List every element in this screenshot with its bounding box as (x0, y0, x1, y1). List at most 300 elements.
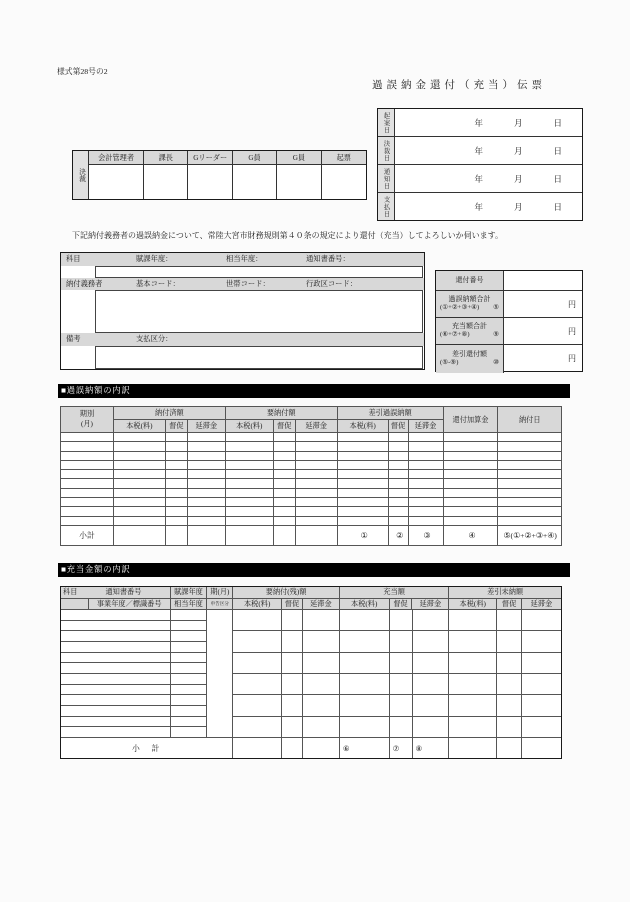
t1-empty-cell (61, 433, 114, 442)
t1-empty-cell (408, 442, 443, 451)
t1-empty-cell (443, 488, 498, 497)
t2-subheader-arrears: 延滞金 (530, 599, 553, 608)
t1-empty-cell (113, 525, 165, 545)
t2-year-column (171, 610, 208, 737)
t2-amount-column (522, 610, 561, 737)
form-title: 過誤納金還付（充当）伝票 (372, 80, 546, 91)
stamp-cell (188, 165, 232, 199)
t1-header-row1 (61, 407, 562, 420)
stamp-cell (89, 165, 144, 199)
date-row-label: 通知日 (378, 165, 395, 192)
t1-empty-cell (61, 507, 114, 516)
approval-stamp-row (89, 165, 366, 199)
t2-empty-cell (61, 706, 170, 717)
yen-unit: 円 (568, 299, 576, 309)
date-row-drafted (378, 109, 582, 137)
t1-subtotal-label: 小計 (61, 525, 114, 545)
t2-empty-cell (171, 674, 207, 685)
t2-empty-cell (303, 610, 339, 631)
t2-empty-cell (449, 738, 497, 758)
refund-number-row (436, 271, 582, 291)
yen-unit: 円 (568, 326, 576, 336)
t1-empty-cell (295, 470, 337, 479)
t2-empty-cell (303, 738, 340, 758)
date-row-approved (378, 137, 582, 165)
overpaid-total-row (436, 291, 582, 318)
approval-col-header: 会計管理者 (89, 151, 144, 164)
t2-appropriation-group-header: 充当額 (340, 587, 450, 598)
t2-empty-cell (340, 610, 389, 631)
date-value-cell (395, 109, 582, 136)
t1-empty-cell (337, 442, 388, 451)
t2-empty-cell (61, 695, 170, 706)
t1-subtotal-row (61, 525, 562, 545)
remarks-header-row (61, 333, 424, 346)
t1-empty-cell (337, 507, 388, 516)
t2-empty-cell (390, 653, 412, 674)
t2-mark-8: ⑧ (413, 738, 450, 758)
t2-empty-cell (171, 621, 207, 632)
t1-empty-cell (187, 498, 225, 507)
t2-empty-cell (390, 610, 412, 631)
day-unit: 日 (553, 201, 562, 212)
section-header-appropriation: ■充当金額の内訳 (58, 563, 570, 577)
t1-empty-cell (61, 488, 114, 497)
date-value-cell (395, 165, 582, 192)
t2-empty-cell (233, 610, 281, 631)
t2-empty-cell (340, 653, 389, 674)
t2-empty-cell (340, 631, 389, 652)
formula: (⑥+⑦+⑧) (440, 331, 470, 339)
t1-empty-cell (113, 479, 165, 488)
t1-empty-cell (165, 460, 187, 469)
t1-empty-cell (337, 433, 388, 442)
t2-empty-cell (171, 727, 207, 737)
section-header-overpayment: ■過誤納額の内訳 (58, 384, 570, 398)
t2-subheader-arrears: 延滞金 (303, 599, 340, 610)
date-value-cell (395, 137, 582, 164)
t1-empty-cell (165, 433, 187, 442)
t2-empty-cell (413, 717, 449, 737)
t2-amount-column (390, 610, 413, 737)
t1-entry-row (61, 451, 562, 460)
t1-empty-cell (408, 507, 443, 516)
t2-subtotal-label: 小 計 (61, 738, 233, 758)
t2-subject-column (61, 610, 171, 737)
t2-subheader-principal: 本税(料) (449, 599, 497, 610)
t2-header-row2 (61, 599, 561, 611)
t1-empty-cell (187, 488, 225, 497)
t2-subtotal-row (61, 737, 561, 758)
t2-amount-column (413, 610, 450, 737)
yen-unit: 円 (568, 354, 576, 364)
t1-empty-cell (295, 498, 337, 507)
t1-mark-4: ④ (443, 525, 498, 545)
t1-empty-cell (61, 516, 114, 525)
t1-empty-cell (408, 470, 443, 479)
circled-mark: ⑨ (493, 331, 499, 339)
t2-amount-column (233, 610, 282, 737)
notice-no-label: 通知書番号： (306, 254, 350, 264)
t1-empty-cell (295, 433, 337, 442)
t2-empty-cell (413, 653, 449, 674)
t2-empty-cell (282, 631, 302, 652)
t2-subheader-arrears: 延滞金 (412, 599, 449, 610)
t2-empty-cell (340, 695, 389, 716)
t2-empty-cell (497, 631, 521, 652)
t1-empty-cell (61, 470, 114, 479)
t2-empty-cell (61, 653, 170, 664)
t2-empty-cell (171, 695, 207, 706)
t1-empty-cell (113, 460, 165, 469)
t2-empty-cell (497, 610, 521, 631)
t1-empty-cell (187, 442, 225, 451)
t1-empty-cell (337, 479, 388, 488)
t2-unpaid-group-header: 差引未納額 (487, 588, 524, 597)
circled-mark: ⑤ (493, 304, 499, 312)
t2-empty-cell (233, 674, 281, 695)
t2-empty-cell (233, 631, 281, 652)
t2-empty-cell (522, 653, 561, 674)
t2-empty-header-cell (61, 599, 89, 610)
t1-empty-cell (61, 442, 114, 451)
t1-empty-cell (165, 442, 187, 451)
t1-empty-cell (187, 525, 225, 545)
t2-payable-group-header: 要納付(残)額 (233, 587, 340, 598)
t2-amount-column (497, 610, 522, 737)
t1-subheader-demand: 督促 (273, 420, 295, 433)
t1-empty-cell (187, 507, 225, 516)
approval-col-header: 起票 (336, 153, 351, 162)
t1-empty-cell (337, 488, 388, 497)
t1-empty-cell (443, 479, 498, 488)
day-unit: 日 (553, 145, 562, 156)
t2-empty-cell (497, 695, 521, 716)
t1-empty-cell (113, 442, 165, 451)
household-code-label: 世帯コード： (226, 278, 270, 288)
t1-empty-cell (498, 460, 562, 469)
t2-empty-cell (497, 653, 521, 674)
t2-empty-cell (233, 695, 281, 716)
t1-empty-cell (337, 498, 388, 507)
t2-empty-cell (171, 706, 207, 717)
t1-empty-cell (443, 460, 498, 469)
t2-empty-cell (522, 674, 561, 695)
t1-empty-cell (273, 442, 295, 451)
approval-main (89, 151, 366, 199)
t1-empty-cell (187, 451, 225, 460)
t1-empty-cell (225, 479, 273, 488)
t1-subheader-demand: 督促 (165, 420, 187, 433)
t2-empty-cell (171, 631, 207, 642)
t1-empty-cell (498, 516, 562, 525)
t2-period-column (207, 610, 233, 737)
approval-col-header: Gリーダー (188, 151, 232, 164)
t1-empty-cell (113, 507, 165, 516)
t1-empty-cell (408, 433, 443, 442)
t2-empty-cell (282, 695, 302, 716)
t1-empty-cell (113, 451, 165, 460)
t1-empty-cell (408, 460, 443, 469)
t1-period-header: 期別 (月) (61, 407, 114, 433)
t2-empty-cell (390, 717, 412, 737)
t1-empty-cell (408, 479, 443, 488)
t1-empty-cell (443, 433, 498, 442)
t1-empty-cell (165, 479, 187, 488)
stamp-cell (144, 165, 188, 199)
date-table (377, 108, 583, 221)
t2-subheader-demand: 督促 (497, 599, 522, 610)
t2-empty-cell (497, 717, 521, 737)
t1-empty-cell (443, 507, 498, 516)
t2-mark-6: ⑥ (340, 738, 390, 758)
t2-empty-cell (61, 621, 170, 632)
t2-empty-cell (522, 717, 561, 737)
payer-label: 納付義務者 (66, 278, 103, 288)
t1-empty-cell (273, 479, 295, 488)
t1-mark-1: ① (337, 525, 388, 545)
t1-empty-cell (443, 442, 498, 451)
t1-empty-cell (225, 433, 273, 442)
form-number: 様式第28号の2 (57, 67, 108, 76)
t1-empty-cell (273, 460, 295, 469)
t1-empty-cell (295, 442, 337, 451)
t1-entry-row (61, 442, 562, 451)
remarks-entry-field (95, 346, 423, 369)
approval-col-header: G員 (277, 151, 321, 164)
t1-empty-cell (443, 470, 498, 479)
t1-empty-cell (273, 516, 295, 525)
t1-empty-cell (388, 498, 408, 507)
formula: (①+②+③+④) (440, 304, 480, 312)
date-row-label: 支払日 (378, 193, 395, 220)
date-row-label: 起案日 (378, 109, 395, 136)
t1-empty-cell (295, 516, 337, 525)
t2-empty-cell (340, 717, 389, 737)
t2-subheader-demand: 督促 (390, 599, 413, 610)
t2-empty-cell (282, 738, 303, 758)
t1-empty-cell (337, 460, 388, 469)
t2-empty-cell (171, 653, 207, 664)
t2-amount-column (282, 610, 303, 737)
t1-empty-cell (61, 479, 114, 488)
t2-empty-cell (171, 685, 207, 696)
t1-subheader-principal: 本税(料) (337, 420, 388, 433)
t2-empty-cell (171, 642, 207, 653)
t2-empty-cell (61, 631, 170, 642)
date-row-notified (378, 165, 582, 193)
year-unit: 年 (474, 145, 483, 156)
t1-empty-cell (408, 516, 443, 525)
overpaid-total-value (504, 291, 582, 317)
appropriation-total-label: 充当額合計 (⑥+⑦+⑧) ⑨ (436, 318, 504, 344)
t2-empty-cell (449, 717, 496, 737)
t1-empty-cell (498, 451, 562, 460)
t1-empty-cell (165, 498, 187, 507)
t1-empty-cell (295, 488, 337, 497)
t1-empty-cell (388, 516, 408, 525)
t1-empty-cell (498, 498, 562, 507)
t1-refund-addition-header: 還付加算金 (443, 407, 498, 433)
t2-empty-cell (522, 631, 561, 652)
t2-empty-cell (449, 610, 496, 631)
t2-empty-cell (282, 717, 302, 737)
stamp-cell (233, 165, 277, 199)
approval-table (72, 150, 367, 200)
t2-body (61, 610, 561, 737)
t1-empty-cell (443, 451, 498, 460)
payer-entry-field (95, 290, 423, 333)
t1-payment-date-header: 納付日 (498, 407, 562, 433)
t1-empty-cell (498, 488, 562, 497)
payer-header-row (61, 278, 424, 291)
t2-subject-header: 科目 (63, 588, 78, 597)
t1-empty-cell (225, 442, 273, 451)
overpayment-table (60, 406, 562, 546)
info-box (60, 252, 425, 370)
t1-empty-cell (295, 507, 337, 516)
t1-empty-cell (113, 488, 165, 497)
t1-empty-cell (165, 516, 187, 525)
t1-empty-cell (61, 460, 114, 469)
t2-empty-cell (61, 717, 170, 728)
t2-empty-cell (233, 653, 281, 674)
t1-entry-row (61, 516, 562, 525)
formula: (⑤-⑨) (440, 359, 459, 367)
t1-empty-cell (113, 498, 165, 507)
t1-empty-cell (225, 507, 273, 516)
approval-header-row (89, 151, 366, 165)
t2-subheader-principal: 本税(料) (233, 599, 282, 610)
levy-year-label: 賦課年度： (136, 254, 173, 264)
t2-empty-cell (390, 674, 412, 695)
month-unit: 月 (513, 117, 523, 128)
t1-empty-cell (273, 525, 295, 545)
t2-biz-year-header: 事業年度／標識番号 (89, 599, 171, 610)
approval-col-header: 課長 (144, 151, 188, 164)
t1-entry-row (61, 470, 562, 479)
t2-empty-cell (413, 674, 449, 695)
net-refund-row (436, 345, 582, 373)
t1-empty-cell (498, 433, 562, 442)
year-unit: 年 (474, 117, 483, 128)
t1-empty-cell (165, 470, 187, 479)
t2-empty-cell (171, 663, 207, 674)
circled-mark: ⑩ (493, 359, 499, 367)
t1-empty-cell (443, 498, 498, 507)
t1-subheader-arrears: 延滞金 (295, 420, 337, 433)
month-unit: 月 (513, 173, 523, 184)
t1-mark-5-total: ⑤(①+②+③+④) (498, 525, 562, 545)
t1-empty-cell (388, 470, 408, 479)
stamp-cell (322, 165, 366, 199)
day-unit: 日 (553, 117, 562, 128)
t1-empty-cell (273, 451, 295, 460)
district-code-label: 行政区コード： (306, 278, 358, 288)
t2-header-row1 (61, 587, 561, 599)
net-refund-value (504, 345, 582, 373)
t1-empty-cell (187, 470, 225, 479)
t1-empty-cell (61, 451, 114, 460)
t1-empty-cell (295, 451, 337, 460)
t1-empty-cell (187, 479, 225, 488)
t2-notice-no-header: 通知書番号 (105, 588, 142, 597)
t1-empty-cell (498, 442, 562, 451)
t1-entry-row (61, 479, 562, 488)
t2-empty-cell (233, 717, 281, 737)
refund-number-value (504, 271, 582, 290)
t1-empty-cell (388, 433, 408, 442)
t2-mark-7: ⑦ (390, 738, 413, 758)
t2-empty-cell (497, 674, 521, 695)
t1-empty-cell (113, 470, 165, 479)
t2-empty-cell (340, 674, 389, 695)
t1-empty-cell (225, 488, 273, 497)
t2-empty-cell (303, 653, 339, 674)
t2-empty-cell (413, 610, 449, 631)
t2-period-header: 期(月) (207, 587, 233, 598)
t1-empty-cell (113, 433, 165, 442)
t1-empty-cell (498, 470, 562, 479)
t1-empty-cell (388, 451, 408, 460)
day-unit: 日 (553, 173, 562, 184)
t1-empty-cell (165, 507, 187, 516)
t2-empty-cell (449, 653, 496, 674)
t2-empty-cell (61, 663, 170, 674)
t2-amount-column (449, 610, 497, 737)
t1-empty-cell (388, 479, 408, 488)
t1-empty-cell (388, 488, 408, 497)
date-row-paid (378, 193, 582, 220)
t1-empty-cell (337, 470, 388, 479)
remarks-label: 備考 (66, 334, 81, 344)
t2-empty-cell (390, 631, 412, 652)
t1-empty-cell (187, 460, 225, 469)
t2-levy-year-header: 賦課年度 (171, 587, 208, 598)
t1-empty-cell (113, 516, 165, 525)
t2-empty-cell (497, 738, 522, 758)
refund-number-label: 還付番号 (436, 271, 504, 290)
t1-empty-cell (337, 516, 388, 525)
subject-header-row (61, 253, 424, 266)
t2-empty-cell (61, 610, 170, 621)
t1-empty-cell (295, 525, 337, 545)
t1-entry-row (61, 460, 562, 469)
t2-declaration-class-header: 申告区分 (207, 599, 233, 610)
t1-empty-cell (388, 460, 408, 469)
subject-label: 科目 (66, 254, 81, 264)
t1-subheader-principal: 本税(料) (113, 420, 165, 433)
t1-subheader-demand: 督促 (388, 420, 408, 433)
t1-empty-cell (165, 488, 187, 497)
t1-empty-cell (388, 442, 408, 451)
t1-empty-cell (295, 460, 337, 469)
t2-empty-cell (449, 695, 496, 716)
t1-empty-cell (187, 433, 225, 442)
overpaid-total-label: 過誤納額合計 (①+②+③+④) ⑤ (436, 291, 504, 317)
basic-code-label: 基本コード： (136, 278, 180, 288)
t2-empty-cell (390, 695, 412, 716)
t1-empty-cell (225, 460, 273, 469)
summary-box (435, 270, 583, 372)
t2-empty-cell (61, 727, 170, 737)
t1-empty-cell (225, 451, 273, 460)
t1-empty-cell (273, 498, 295, 507)
t1-empty-cell (498, 479, 562, 488)
t2-empty-cell (413, 631, 449, 652)
t1-empty-cell (273, 470, 295, 479)
t1-empty-cell (225, 516, 273, 525)
